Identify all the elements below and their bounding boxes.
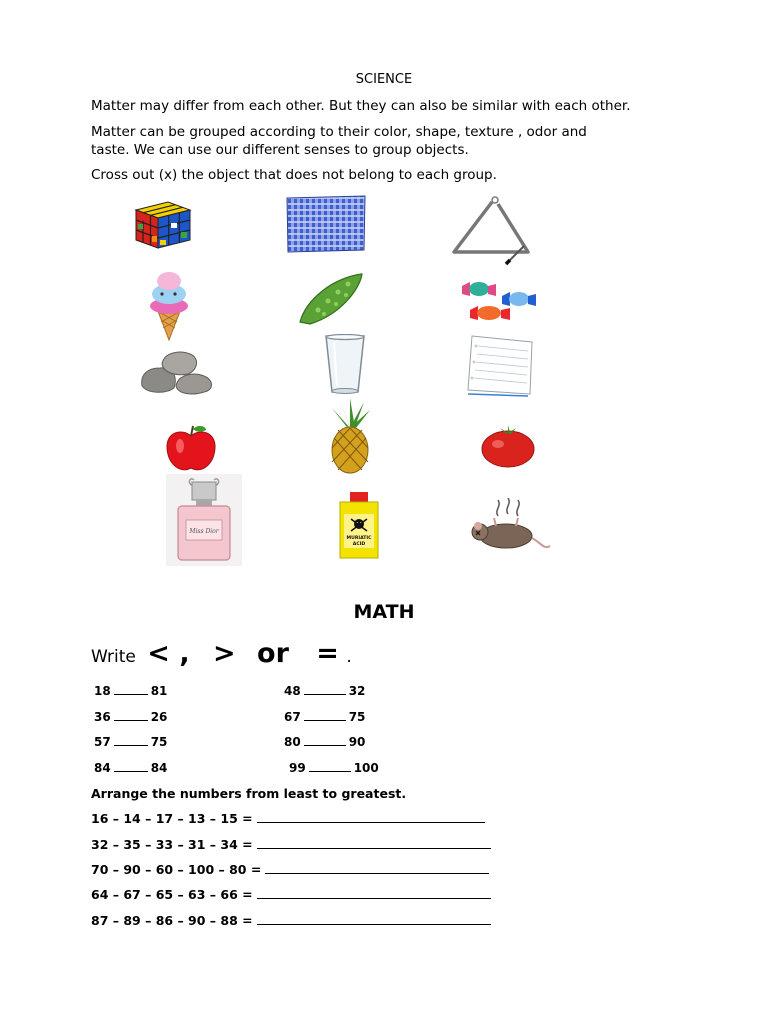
comparison-number-a: 67 <box>284 710 301 724</box>
arrange-row-4[interactable] <box>91 887 491 902</box>
comparison-5[interactable] <box>94 735 167 749</box>
arrange-sequence: 16 – 14 – 17 – 13 – 15 = <box>91 811 253 826</box>
comparison-number-a: 80 <box>284 735 301 749</box>
bitter-gourd-icon[interactable] <box>296 270 368 328</box>
apple-icon[interactable] <box>164 424 218 474</box>
arrange-sequence: 32 – 35 – 33 – 31 – 34 = <box>91 837 253 852</box>
comparison-number-b: 26 <box>150 710 168 724</box>
triangle-instrument-icon[interactable] <box>444 190 544 270</box>
comparison-4[interactable] <box>284 710 365 724</box>
checkered-cloth-icon[interactable] <box>285 195 367 253</box>
arrange-sequence: 87 – 89 – 86 – 90 – 88 = <box>91 913 253 928</box>
comparison-7[interactable] <box>94 761 167 775</box>
greater-than-symbol: > <box>212 638 236 669</box>
answer-line[interactable] <box>257 838 491 849</box>
comparison-number-b: 32 <box>348 684 366 698</box>
comparison-number-a: 57 <box>94 735 111 749</box>
write-period: . <box>346 647 352 667</box>
equals-symbol: = <box>316 638 339 669</box>
acid-label-line-1: MURIATIC <box>346 536 372 541</box>
science-paragraph-2-line-1: Matter can be grouped according to their color, shape, texture , odor and <box>91 124 587 140</box>
candies-icon[interactable] <box>458 276 538 326</box>
rubik-cube-icon[interactable] <box>132 198 194 250</box>
write-instruction <box>91 638 352 669</box>
comparison-number-a: 48 <box>284 684 301 698</box>
pineapple-icon[interactable] <box>318 398 382 474</box>
comparison-number-b: 81 <box>150 684 168 698</box>
comparison-number-b: 75 <box>150 735 168 749</box>
rocks-icon[interactable] <box>138 346 216 396</box>
arrange-row-3[interactable] <box>91 862 489 877</box>
paper-sheet-icon[interactable] <box>466 332 538 398</box>
arrange-sequence: 64 – 67 – 65 – 63 – 66 = <box>91 887 253 902</box>
answer-line[interactable] <box>257 888 491 899</box>
acid-label-line-2: ACID <box>352 542 366 547</box>
comparison-number-b: 84 <box>150 761 168 775</box>
answer-line[interactable] <box>257 812 485 823</box>
comparison-number-a: 18 <box>94 684 111 698</box>
arrange-row-5[interactable] <box>91 913 491 928</box>
comparison-1[interactable] <box>94 684 167 698</box>
answer-line[interactable] <box>265 863 489 874</box>
perfume-label: Miss Dior <box>189 528 219 535</box>
answer-line[interactable] <box>257 914 491 925</box>
comparison-number-b: 90 <box>348 735 366 749</box>
less-than-symbol: < , <box>147 638 190 669</box>
arrange-row-1[interactable] <box>91 811 485 826</box>
science-paragraph-2-line-2: taste. We can use our different senses to group objects. <box>91 142 469 158</box>
math-title: MATH <box>353 601 415 623</box>
comparison-6[interactable] <box>284 735 365 749</box>
comparison-number-a: 84 <box>94 761 111 775</box>
arrange-heading: Arrange the numbers from least to greatest. <box>91 786 407 801</box>
comparison-8[interactable] <box>289 761 379 775</box>
ice-cream-icon[interactable] <box>146 270 192 342</box>
tomato-icon[interactable] <box>480 424 536 468</box>
science-title: SCIENCE <box>355 72 413 87</box>
comparison-3[interactable] <box>94 710 167 724</box>
arrange-row-2[interactable] <box>91 837 491 852</box>
comparison-number-b: 100 <box>353 761 379 775</box>
write-word: Write <box>91 647 136 667</box>
drinking-glass-icon[interactable] <box>324 334 366 396</box>
comparison-2[interactable] <box>284 684 365 698</box>
arrange-sequence: 70 – 90 – 60 – 100 – 80 = <box>91 862 262 877</box>
or-word: or <box>257 638 289 669</box>
dead-rat-icon[interactable] <box>466 498 552 552</box>
comparison-number-a: 99 <box>289 761 306 775</box>
science-paragraph-1: Matter may differ from each other. But they can also be similar with each other. <box>91 98 631 114</box>
perfume-bottle-icon[interactable] <box>166 474 242 566</box>
comparison-number-b: 75 <box>348 710 366 724</box>
science-instruction: Cross out (x) the object that does not belong to each group. <box>91 167 497 183</box>
comparison-number-a: 36 <box>94 710 111 724</box>
muriatic-acid-bottle-icon[interactable] <box>336 492 382 560</box>
